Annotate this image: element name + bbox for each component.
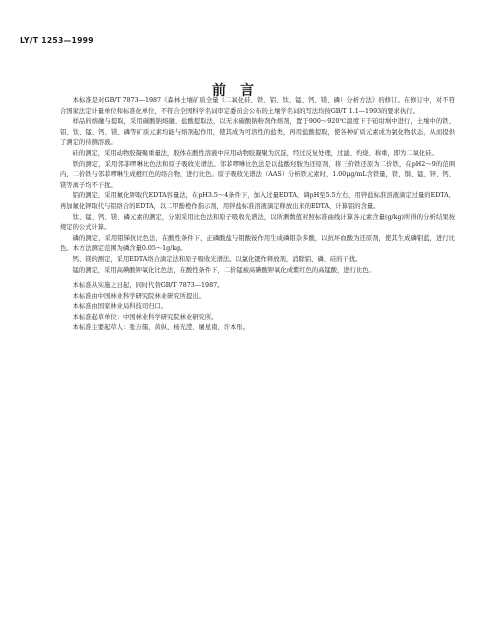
paragraph-drafting-unit: 本标准起草单位：中国林业科学研究院林业研究所。 xyxy=(72,313,218,321)
body-text xyxy=(60,96,455,334)
page-title: 前言 xyxy=(212,83,268,99)
paragraph-drafters: 本标准主要起草人：张万儒、黄纵、杨光滢、屠星南、许本彤。 xyxy=(72,324,249,332)
paragraph-manganese: 锰的测定，采用高碘酸钾氧化比色法，在酸性条件下，二价锰被高碘酸钾氧化成紫红色的高锰酸，进行比色。 xyxy=(72,266,375,274)
paragraph-silicon: 硅的测定，采用动物胶凝聚重量法，胶体在酸性溶液中应用动物胶凝聚为沉淀，经过反复处理，过滤、灼烧、称重，即为二氧化硅。 xyxy=(72,149,438,157)
paragraph-aluminum: 铝的测定，采用氟化钾取代EDTA容量法，在pH3.5～4条件下，加入过量EDTA，调pH至5.5左右，用锌盐标准溶液滴定过量的EDTA，再加氟化钾取代与铝络合的EDTA，以二甲酚橙作指示剂，用锌盐标准溶液滴定释放出来的EDTA，计算铝的含量。 xyxy=(60,192,455,210)
paragraph-administrator: 本标准由国家林业局科技司归口。 xyxy=(72,303,168,311)
paragraph-phosphorus: 磷的测定，采用钼锑抗比色法，在酸性条件下，正磷酸盐与钼酸铵作用生成磷钼杂多酸，以抗坏血酸为还原剂，使其生成磷钼蓝，进行比色。本方法测定范围为磷含量0.05～1g/kg。 xyxy=(60,234,455,253)
paragraph-proposer: 本标准由中国林业科学研究院林业研究所提出。 xyxy=(72,292,205,300)
paragraph-replaces: 本标准从实施之日起，同时代替GB/T 7873—1987。 xyxy=(72,282,224,290)
paragraph-fusion: 样品的熔融与提取，采用碳酸钠熔融、盐酸提取法，以无水碳酸钠粉剂作熔剂，置于900～920℃温度下于铂坩埚中进行，土壤中的铁、铝、钛、锰、钙、镁、磷等矿质元素均能与熔剂起作用，使其成为可溶性的盐类，再用盐酸提取，使各种矿质元素成为氯化物状态，从而提供了测定的待测溶液。 xyxy=(60,118,455,147)
paragraph-iron: 铁的测定，采用邻菲啰啉比色法和原子吸收光谱法。邻菲啰啉比色法是以盐酸羟胺为还原剂，将三价铁还原为二价铁，在pH2～9的范围内，二价铁与邻菲啰啉生成橙红色的络合物，进行比色。原子吸收光谱法（AAS）分析铁元素时，1.00μg/mL含铁量，铁、铜、锰、锌、钙、镁等离子均不干扰。 xyxy=(60,160,455,189)
standard-code: LY/T 1253—1999 xyxy=(20,36,94,45)
paragraph-elements: 钛、锰、钙、镁、磷元素的测定，分别采用比色法和原子吸收光谱法，以所测数值对照标准曲线计算各元素含量(g/kg)所得的分析结果按规定的公式计算。 xyxy=(60,213,455,232)
paragraph-calcium-magnesium: 钙、镁的测定，采用EDTA络合滴定法和原子吸收光谱法。以氯化锶作释放剂，消除铝、磷、硅的干扰。 xyxy=(72,255,362,263)
paragraph-revision: 本标准是对GB/T 7873—1987《森林土壤矿质全量（二氧化硅、铁、铝、钛、锰、钙、镁、磷）分析方法》的修订。在修订中，对不符合国家法定计量单位和标准化单位，不符合全国科学名词审定委员会公布的土壤学名词的写法均按GB/T 1.1—1993的要求执行。 xyxy=(60,97,455,115)
